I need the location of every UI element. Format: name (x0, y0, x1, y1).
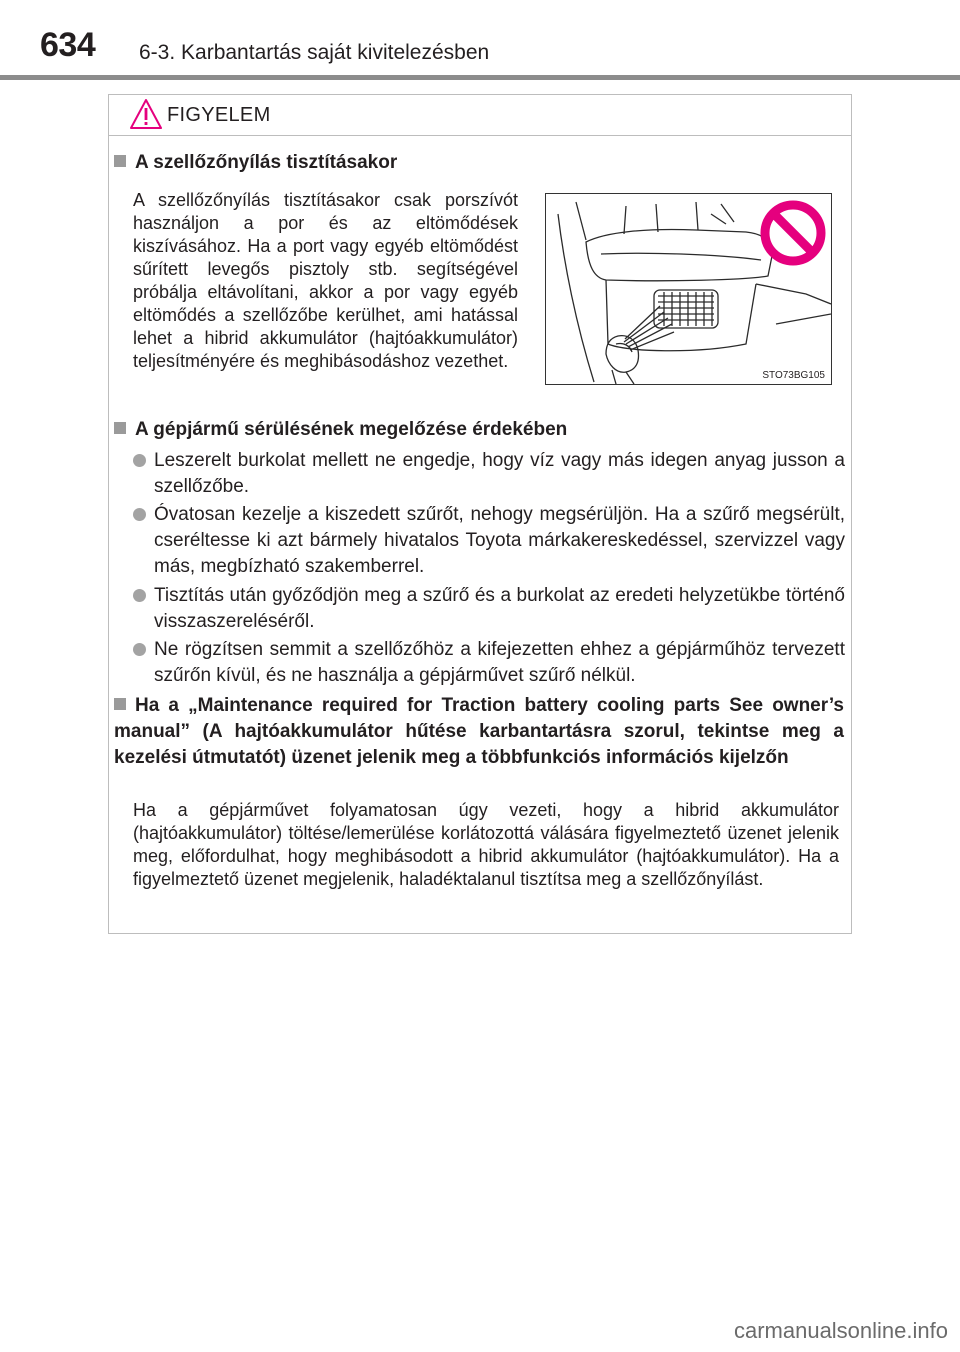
warning-box (108, 94, 852, 934)
page-number: 634 (40, 26, 96, 64)
section-heading-vent-cleaning: A szellőzőnyílás tisztításakor (114, 152, 397, 174)
heading-square-icon (114, 698, 126, 710)
section-heading-maintenance-message: Ha a „Maintenance required for Traction battery cooling parts See owner’s manual” (A hajtóakkumulátor hűtése karbantartásra szorul, tekintse meg a kezelési útmutatót) üzenet jelenik meg a többfunkciós információs kijelzőn (114, 695, 844, 768)
figure-id: STO73BG105 (762, 370, 825, 381)
header-rule (0, 75, 960, 80)
warning-header (109, 95, 851, 136)
section-title: 6-3. Karbantartás saját kivitelezésben (139, 41, 490, 64)
list-item: Ne rögzítsen semmit a szellőzőhöz a kifejezetten ehhez a gépjárműhöz tervezett szűrőn kívül, és ne használja a gépjárművet szűrő nélkül. (133, 637, 845, 689)
section-heading-damage-prevention: A gépjármű sérülésének megelőzése érdekében (114, 419, 567, 441)
prohibition-icon (758, 198, 828, 273)
watermark: carmanualsonline.info (733, 1318, 948, 1343)
bullet-dot-icon (133, 508, 146, 521)
section-text-maintenance-message: Ha a gépjárművet folyamatosan úgy vezeti, hogy a hibrid akkumulátor (hajtóakkumulátor) töltése/lemerülése korlátozottá válására figyelmeztető üzenet jelenik meg, előfordulhat, hogy meghibásodott a hibrid akkumulátor (hajtóakkumulátor). Ha a figyelmeztető üzenet megjelenik, haladéktalanul tisztítsa meg a szellőzőnyílást. (133, 800, 839, 889)
warning-label: FIGYELEM (167, 104, 271, 126)
warning-triangle-icon (129, 98, 163, 135)
section-text-vent-cleaning: A szellőzőnyílás tisztításakor csak porszívót használjon a por és az eltömődések kiszívásához. Ha a port vagy egyéb eltömődést sűrített levegős pisztoly stb. segítségével próbálja eltávolítani, akkor a por vagy egyéb eltömődés a szellőzőbe kerülhet, ami hatással lehet a hibrid akkumulátor (hajtóakkumulátor) teljesítményére és meghibásodáshoz vezethet. (133, 190, 518, 371)
bullet-dot-icon (133, 589, 146, 602)
list-item: Leszerelt burkolat mellett ne engedje, hogy víz vagy más idegen anyag jusson a szellőzőbe. (133, 448, 845, 500)
bullet-dot-icon (133, 643, 146, 656)
bullet-dot-icon (133, 454, 146, 467)
vent-cleaning-illustration (545, 193, 832, 385)
list-item: Óvatosan kezelje a kiszedett szűrőt, nehogy megsérüljön. Ha a szűrő megsérült, cseréltesse ki azt bármely hivatalos Toyota márkakereskedéssel, szervizzel vagy más, megbízható szakemberrel. (133, 502, 845, 580)
list-item: Tisztítás után győződjön meg a szűrő és a burkolat az eredeti helyzetükbe történő visszaszereléséről. (133, 583, 845, 635)
heading-square-icon (114, 422, 126, 434)
heading-square-icon (114, 155, 126, 167)
